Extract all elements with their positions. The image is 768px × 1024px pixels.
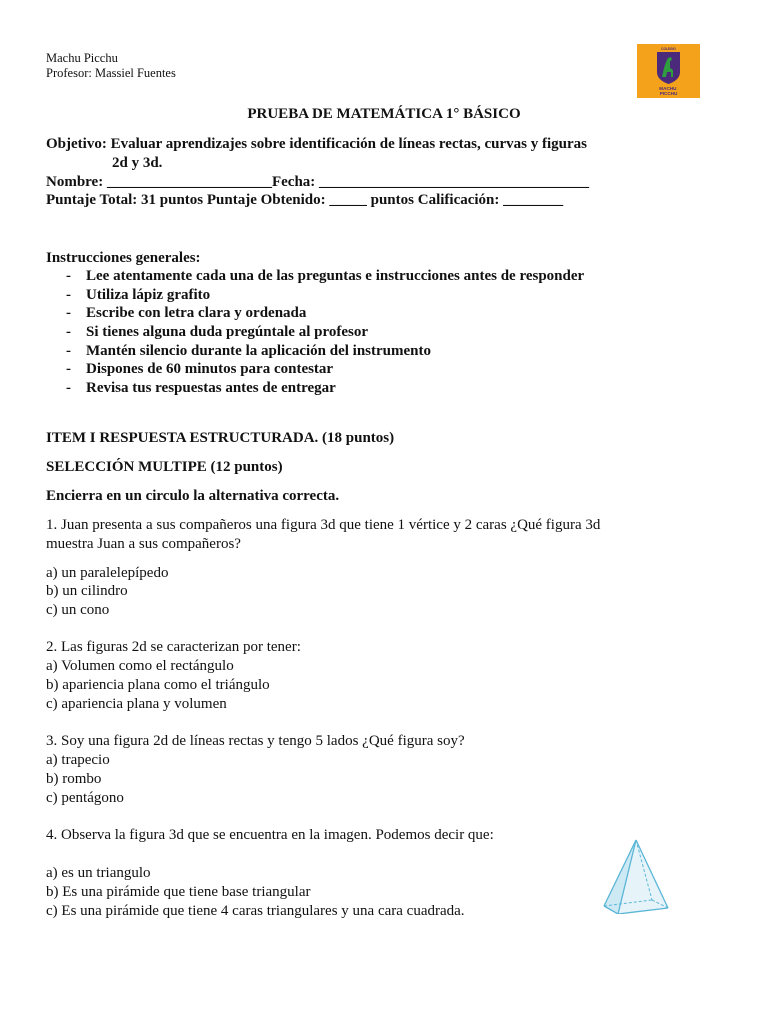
teacher-name: Profesor: Massiel Fuentes <box>46 66 176 80</box>
question-4-option-b: b) Es una pirámide que tiene base triangular <box>46 884 311 900</box>
instruction-item: - Lee atentamente cada una de las preguntas e instrucciones antes de responder <box>66 268 585 284</box>
logo-bottom-text: MACHU PICCHU <box>659 86 678 96</box>
instruction-item: - Si tienes alguna duda pregúntale al profesor <box>66 324 368 341</box>
exam-title: PRUEBA DE MATEMÁTICA 1° BÁSICO <box>247 106 521 122</box>
question-3-line-1: 3. Soy una figura 2d de líneas rectas y tengo 5 lados ¿Qué figura soy? <box>46 733 465 749</box>
objective-line-1: Objetivo: Evaluar aprendizajes sobre identificación de líneas rectas, curvas y figuras <box>46 136 587 152</box>
dash-bullet: - <box>66 286 71 303</box>
dash-bullet: - <box>66 342 71 359</box>
question-2-option-c: c) apariencia plana y volumen <box>46 696 227 712</box>
instructions-heading: Instrucciones generales: <box>46 250 201 266</box>
header-info <box>46 51 176 81</box>
question-4-option-c: c) Es una pirámide que tiene 4 caras triangulares y una cara cuadrada. <box>46 903 465 919</box>
school-logo <box>637 44 700 98</box>
multiple-choice-heading: SELECCIÓN MULTIPE (12 puntos) <box>46 459 283 475</box>
question-1-option-a: a) un paralelepípedo <box>46 565 169 581</box>
instruction-item: - Revisa tus respuestas antes de entregar <box>66 380 336 397</box>
name-date-line: Nombre: ______________________Fecha: ____________________________________ <box>46 174 590 190</box>
question-1-line-2: muestra Juan a sus compañeros? <box>46 536 241 552</box>
instruction-item: - Escribe con letra clara y ordenada <box>66 305 307 322</box>
dash-bullet: - <box>66 361 71 378</box>
item-heading: ITEM I RESPUESTA ESTRUCTURADA. (18 puntos) <box>46 430 395 446</box>
question-2-option-a: a) Volumen como el rectángulo <box>46 658 234 674</box>
question-1-option-b: b) un cilindro <box>46 583 128 599</box>
score-line: Puntaje Total: 31 puntos Puntaje Obtenido: _____ puntos Calificación: ________ <box>46 192 564 208</box>
dash-bullet: - <box>66 380 71 397</box>
section-instruction: Encierra en un circulo la alternativa correcta. <box>46 488 340 504</box>
question-2-line-1: 2. Las figuras 2d se caracterizan por tener: <box>46 639 301 655</box>
objective-line-2: 2d y 3d. <box>112 155 163 171</box>
instruction-item: - Mantén silencio durante la aplicación del instrumento <box>66 342 431 359</box>
question-1-line-1: 1. Juan presenta a sus compañeros una figura 3d que tiene 1 vértice y 2 caras ¿Qué figura 3d <box>46 517 601 533</box>
question-3-option-c: c) pentágono <box>46 790 124 806</box>
question-3-option-b: b) rombo <box>46 771 102 787</box>
logo-top-text: COLEGIO <box>661 47 676 51</box>
instructions-list <box>46 267 584 398</box>
pyramid-figure <box>600 838 672 914</box>
instruction-item: - Dispones de 60 minutos para contestar <box>66 361 334 378</box>
question-4-line-1: 4. Observa la figura 3d que se encuentra en la imagen. Podemos decir que: <box>46 827 494 843</box>
question-1-option-c: c) un cono <box>46 602 110 618</box>
instruction-item: - Utiliza lápiz grafito <box>66 286 211 303</box>
question-3-option-a: a) trapecio <box>46 752 110 768</box>
dash-bullet: - <box>66 305 71 322</box>
dash-bullet: - <box>66 268 71 284</box>
question-2-option-b: b) apariencia plana como el triángulo <box>46 677 270 693</box>
question-4-option-a: a) es un triangulo <box>46 865 151 881</box>
school-name: Machu Picchu <box>46 51 118 65</box>
dash-bullet: - <box>66 324 71 341</box>
